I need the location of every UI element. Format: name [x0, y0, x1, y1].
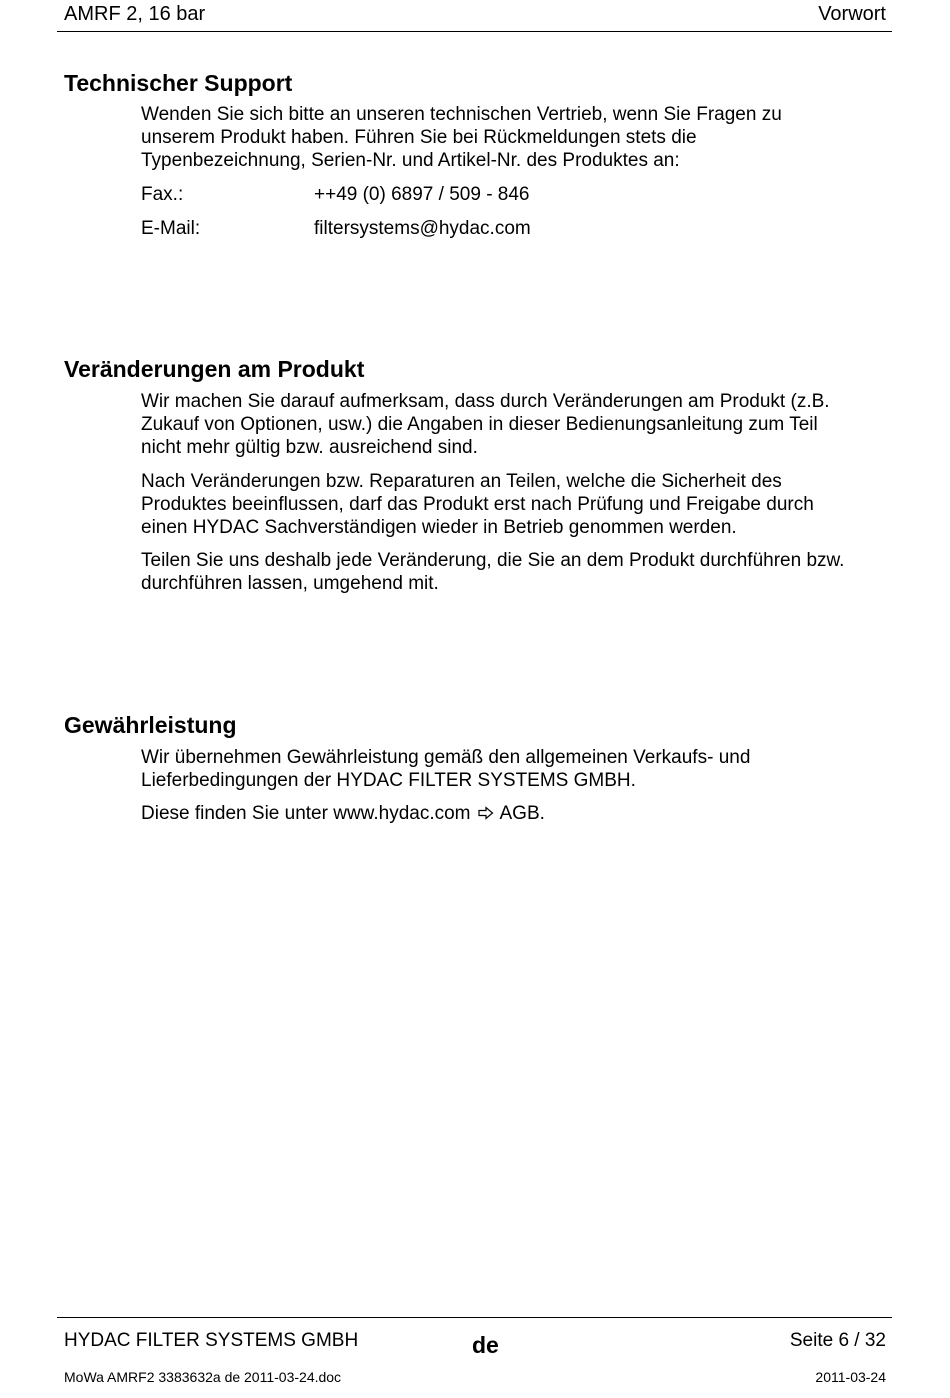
- fax-number: ++49 (0) 6897 / 509 - 846: [314, 184, 530, 205]
- changes-paragraph-line: einen HYDAC Sachverständigen wieder in Betrieb genommen werden.: [141, 517, 737, 538]
- support-paragraph-line: Typenbezeichnung, Serien-Nr. und Artikel-Nr. des Produktes an:: [141, 150, 680, 171]
- support-paragraph-line: unserem Produkt haben. Führen Sie bei Rückmeldungen stets die: [141, 127, 697, 148]
- changes-paragraph-3: [141, 549, 901, 595]
- support-paragraph-line: Wenden Sie sich bitte an unseren technischen Vertrieb, wenn Sie Fragen zu: [141, 104, 782, 125]
- header-title: AMRF 2, 16 bar: [64, 3, 206, 25]
- right-arrow-outline-icon: [478, 803, 494, 826]
- changes-paragraph-line: Zukauf von Optionen, usw.) die Angaben in dieser Bedienungsanleitung zum Teil: [141, 414, 818, 435]
- changes-paragraph-2: [141, 470, 901, 539]
- support-paragraph: [141, 103, 901, 172]
- changes-paragraph-line: Nach Veränderungen bzw. Reparaturen an Teilen, welche die Sicherheit des: [141, 471, 782, 492]
- email-address[interactable]: filtersystems@hydac.com: [314, 218, 531, 239]
- changes-paragraph-line: nicht mehr gültig bzw. ausreichend sind.: [141, 437, 478, 458]
- changes-paragraph-line: Teilen Sie uns deshalb jede Veränderung, die Sie an dem Produkt durchführen bzw.: [141, 550, 845, 571]
- footer-company: HYDAC FILTER SYSTEMS GMBH: [64, 1330, 359, 1351]
- footer-date: 2011-03-24: [815, 1369, 886, 1385]
- footer-divider: [57, 1317, 892, 1318]
- footer-language-code: de: [472, 1332, 499, 1358]
- footer-document-reference: MoWa AMRF2 3383632a de 2011-03-24.doc: [64, 1369, 342, 1385]
- header-chapter: Vorwort: [818, 3, 886, 25]
- changes-heading: Veränderungen am Produkt: [64, 356, 365, 382]
- email-label: E-Mail:: [141, 218, 201, 239]
- fax-label: Fax.:: [141, 184, 184, 205]
- changes-paragraph-line: durchführen lassen, umgehend mit.: [141, 573, 439, 594]
- changes-paragraph-line: Wir machen Sie darauf aufmerksam, dass durch Veränderungen am Produkt (z.B.: [141, 391, 830, 412]
- footer-page-number: Seite 6 / 32: [789, 1330, 886, 1351]
- changes-paragraph-line: Produktes beeinflussen, darf das Produkt erst nach Prüfung und Freigabe durch: [141, 494, 814, 515]
- warranty-paragraph-line: Lieferbedingungen der HYDAC FILTER SYSTEMS GMBH.: [141, 770, 636, 791]
- warranty-paragraph-1: [141, 746, 901, 792]
- changes-paragraph-1: [141, 390, 901, 459]
- support-heading: Technischer Support: [64, 70, 293, 96]
- header-divider: [57, 31, 892, 32]
- warranty-link-text[interactable]: Diese finden Sie unter www.hydac.com: [141, 803, 471, 824]
- warranty-agb-text: AGB.: [499, 803, 545, 824]
- warranty-paragraph-2: [141, 802, 901, 826]
- warranty-heading: Gewährleistung: [64, 712, 237, 738]
- warranty-paragraph-line: Wir übernehmen Gewährleistung gemäß den allgemeinen Verkaufs- und: [141, 747, 751, 768]
